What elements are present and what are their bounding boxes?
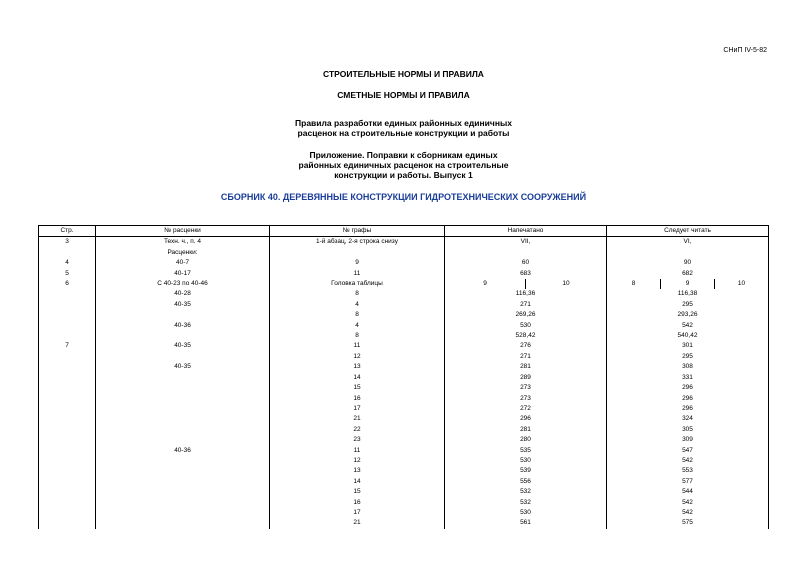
heading-appendix-line-3: конструкции и работы. Выпуск 1 [334, 170, 473, 180]
cell-rate: 40-35 [96, 300, 270, 310]
table-row [39, 341, 769, 351]
table-row [39, 331, 769, 341]
sub-column-value: 9 [660, 279, 714, 289]
cell-column: 14 [270, 373, 445, 383]
table-row [39, 300, 769, 310]
cell-should-read: 293,26 [607, 310, 769, 320]
heading-estimate-norms: СМЕТНЫЕ НОРМЫ И ПРАВИЛА [337, 90, 470, 100]
cell-should-read: 542 [607, 508, 769, 518]
heading-appendix-line-2: районных единичных расценок на строительные [298, 160, 509, 170]
heading-norms: СТРОИТЕЛЬНЫЕ НОРМЫ И ПРАВИЛА [323, 69, 484, 79]
cell-should-read: 577 [607, 477, 769, 487]
cell-printed: 532 [445, 487, 607, 497]
cell-printed: 280 [445, 435, 607, 445]
table-row [39, 425, 769, 435]
cell-page [39, 362, 96, 372]
cell-column: 21 [270, 518, 445, 528]
cell-should-read [607, 248, 769, 258]
cell-column: 12 [270, 456, 445, 466]
cell-page [39, 373, 96, 383]
cell-column: 11 [270, 269, 445, 279]
cell-printed: 535 [445, 446, 607, 456]
cell-column: 8 [270, 289, 445, 299]
cell-printed [445, 279, 607, 289]
table-row [39, 310, 769, 320]
cell-column [270, 248, 445, 258]
table-row [39, 456, 769, 466]
table-row [39, 477, 769, 487]
cell-rate [96, 352, 270, 362]
cell-rate [96, 425, 270, 435]
cell-page [39, 321, 96, 331]
table-row [39, 466, 769, 476]
header-rate-number: № расценки [96, 226, 270, 237]
cell-column: 4 [270, 321, 445, 331]
cell-column: 11 [270, 446, 445, 456]
cell-should-read: 553 [607, 466, 769, 476]
document-code: СНиП IV-5-82 [723, 47, 767, 54]
cell-page: 3 [39, 237, 96, 248]
cell-printed: 296 [445, 414, 607, 424]
sub-column-value: 8 [631, 280, 636, 288]
cell-page [39, 331, 96, 341]
cell-page [39, 498, 96, 508]
cell-should-read: 682 [607, 269, 769, 279]
cell-column: 15 [270, 383, 445, 393]
cell-should-read: 295 [607, 300, 769, 310]
table-row [39, 487, 769, 497]
cell-rate [96, 310, 270, 320]
cell-column: 17 [270, 508, 445, 518]
cell-should-read: 542 [607, 456, 769, 466]
cell-rate [96, 466, 270, 476]
table-row [39, 248, 769, 258]
cell-printed: 271 [445, 300, 607, 310]
sub-column-value: 10 [714, 279, 768, 289]
table-row [39, 383, 769, 393]
cell-printed: 539 [445, 466, 607, 476]
cell-rate [96, 383, 270, 393]
cell-printed: 556 [445, 477, 607, 487]
cell-rate [96, 456, 270, 466]
table-row [39, 414, 769, 424]
cell-column: 9 [270, 258, 445, 268]
cell-rate: 40-36 [96, 321, 270, 331]
cell-printed: 273 [445, 394, 607, 404]
cell-printed: 272 [445, 404, 607, 414]
cell-printed [445, 248, 607, 258]
cell-rate [96, 331, 270, 341]
cell-column: 1-й абзац, 2-я строка снизу [270, 237, 445, 248]
cell-page: 5 [39, 269, 96, 279]
cell-printed: 269,26 [445, 310, 607, 320]
cell-should-read: VI, [607, 237, 769, 248]
cell-should-read: 308 [607, 362, 769, 372]
table-row [39, 362, 769, 372]
cell-column: 8 [270, 331, 445, 341]
cell-rate [96, 404, 270, 414]
cell-rate [96, 487, 270, 497]
table-body [39, 237, 769, 529]
sub-column-value: 9 [483, 280, 487, 288]
cell-printed: 271 [445, 352, 607, 362]
heading-rules-line-1: Правила разработки единых районных единичных [295, 118, 512, 128]
cell-column: 12 [270, 352, 445, 362]
cell-printed: 530 [445, 321, 607, 331]
cell-rate: 40-28 [96, 289, 270, 299]
cell-printed: 281 [445, 362, 607, 372]
cell-rate [96, 518, 270, 528]
cell-page [39, 466, 96, 476]
table-row [39, 446, 769, 456]
cell-rate [96, 373, 270, 383]
cell-should-read: 542 [607, 498, 769, 508]
cell-should-read: 305 [607, 425, 769, 435]
cell-column: 13 [270, 466, 445, 476]
cell-page [39, 477, 96, 487]
table-header-row [39, 226, 769, 237]
cell-column: 8 [270, 310, 445, 320]
cell-column: 16 [270, 498, 445, 508]
cell-column: 16 [270, 394, 445, 404]
table-row [39, 404, 769, 414]
cell-printed: 289 [445, 373, 607, 383]
cell-should-read: 296 [607, 404, 769, 414]
cell-rate [96, 414, 270, 424]
cell-printed: 276 [445, 341, 607, 351]
cell-should-read: 547 [607, 446, 769, 456]
heading-appendix [0, 150, 807, 180]
cell-page [39, 404, 96, 414]
cell-column: 13 [270, 362, 445, 372]
header-page: Стр. [39, 226, 96, 237]
cell-page: 7 [39, 341, 96, 351]
cell-column: 14 [270, 477, 445, 487]
cell-should-read: 309 [607, 435, 769, 445]
table-row [39, 373, 769, 383]
cell-rate: 40-7 [96, 258, 270, 268]
cell-column: 11 [270, 341, 445, 351]
cell-should-read [607, 279, 769, 289]
cell-column: 17 [270, 404, 445, 414]
cell-page [39, 518, 96, 528]
cell-page [39, 425, 96, 435]
cell-rate [96, 477, 270, 487]
cell-page [39, 383, 96, 393]
cell-rate: 40-36 [96, 446, 270, 456]
cell-page [39, 300, 96, 310]
cell-should-read: 542 [607, 321, 769, 331]
cell-rate: Техн. ч., п. 4 [96, 237, 270, 248]
cell-page: 6 [39, 279, 96, 289]
cell-rate: С 40-23 по 40-46 [96, 279, 270, 289]
cell-column: 15 [270, 487, 445, 497]
cell-rate: 40-35 [96, 362, 270, 372]
cell-should-read: 575 [607, 518, 769, 528]
cell-should-read: 544 [607, 487, 769, 497]
table-row [39, 279, 769, 289]
cell-page [39, 435, 96, 445]
sub-column-value: 10 [525, 279, 606, 289]
cell-printed: 683 [445, 269, 607, 279]
table-row [39, 237, 769, 248]
cell-should-read: 331 [607, 373, 769, 383]
cell-page [39, 487, 96, 497]
cell-column: 23 [270, 435, 445, 445]
cell-should-read: 324 [607, 414, 769, 424]
cell-page [39, 310, 96, 320]
table-row [39, 258, 769, 268]
cell-should-read: 301 [607, 341, 769, 351]
table-row [39, 435, 769, 445]
heading-appendix-line-1: Приложение. Поправки к сборникам единых [309, 150, 498, 160]
cell-rate [96, 435, 270, 445]
cell-page: 4 [39, 258, 96, 268]
header-printed: Напечатано [445, 226, 607, 237]
header-column-number: № графы [270, 226, 445, 237]
cell-should-read: 116,38 [607, 289, 769, 299]
header-should-read: Следует читать [607, 226, 769, 237]
cell-printed: 532 [445, 498, 607, 508]
cell-rate: Расценки: [96, 248, 270, 258]
cell-page [39, 248, 96, 258]
cell-printed: VII, [445, 237, 607, 248]
cell-page [39, 456, 96, 466]
cell-printed: 561 [445, 518, 607, 528]
table-row [39, 321, 769, 331]
cell-page [39, 352, 96, 362]
cell-printed: 281 [445, 425, 607, 435]
cell-printed: 60 [445, 258, 607, 268]
cell-printed: 528,42 [445, 331, 607, 341]
cell-page [39, 414, 96, 424]
table-row [39, 289, 769, 299]
cell-rate: 40-17 [96, 269, 270, 279]
cell-printed: 116,36 [445, 289, 607, 299]
heading-rules-line-2: расценок на строительные конструкции и работы [297, 128, 510, 138]
table-row [39, 269, 769, 279]
table-row [39, 518, 769, 528]
cell-page [39, 394, 96, 404]
cell-rate [96, 394, 270, 404]
section-title: СБОРНИК 40. ДЕРЕВЯННЫЕ КОНСТРУКЦИИ ГИДРОТЕХНИЧЕСКИХ СООРУЖЕНИЙ [220, 192, 587, 202]
cell-rate [96, 498, 270, 508]
sub-columns [607, 279, 768, 289]
cell-should-read: 540,42 [607, 331, 769, 341]
cell-should-read: 295 [607, 352, 769, 362]
table-row [39, 394, 769, 404]
cell-printed: 530 [445, 456, 607, 466]
cell-page [39, 508, 96, 518]
heading-rules [0, 118, 807, 138]
cell-printed: 273 [445, 383, 607, 393]
cell-should-read: 296 [607, 394, 769, 404]
cell-printed: 530 [445, 508, 607, 518]
cell-column: 4 [270, 300, 445, 310]
cell-page [39, 446, 96, 456]
cell-page [39, 289, 96, 299]
table-row [39, 498, 769, 508]
cell-should-read: 296 [607, 383, 769, 393]
cell-should-read: 90 [607, 258, 769, 268]
cell-column: Головка таблицы [270, 279, 445, 289]
cell-column: 21 [270, 414, 445, 424]
table-row [39, 352, 769, 362]
sub-columns [445, 279, 606, 289]
cell-rate: 40-35 [96, 341, 270, 351]
cell-column: 22 [270, 425, 445, 435]
cell-rate [96, 508, 270, 518]
corrections-table [38, 225, 769, 529]
table-row [39, 508, 769, 518]
